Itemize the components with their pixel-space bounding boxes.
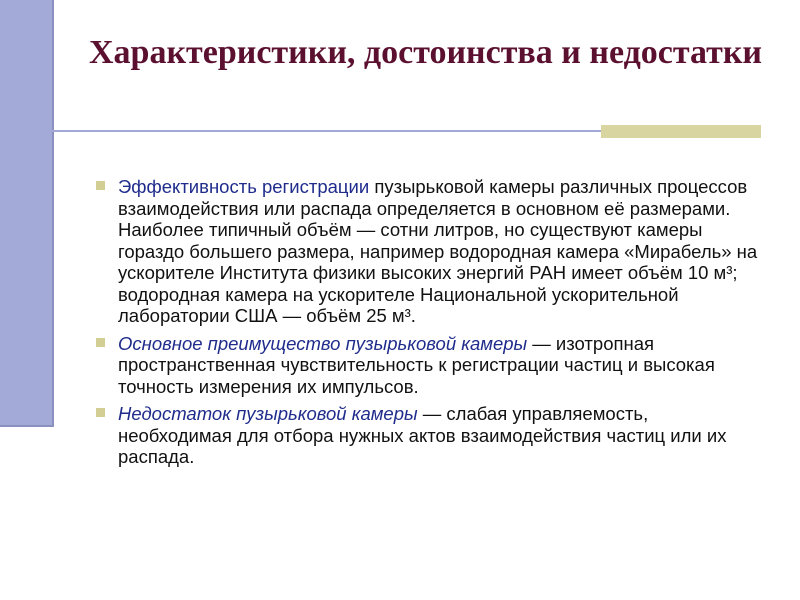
bullet-highlight: Эффективность регистрации [118, 176, 370, 197]
bullet-text: пузырьковой камеры различных процессов взаимодействия или распада определяется в основном её размерами. Наиболее типичный объём — сотни литров, но существуют камеры гораздо большего размера, например водородная камера «Мирабель» на ускорителе Института физики высоких энергий РАН имеет объём 10 м³; водородная камера на ускорителе Национальной ускорительной лаборатории США — объём 25 м³. [118, 176, 758, 326]
square-bullet-icon [96, 181, 105, 190]
square-bullet-icon [96, 408, 105, 417]
bullet-text: — слабая управляемость, необходимая для отбора нужных актов взаимодействия частиц или их распада. [118, 403, 727, 467]
accent-bar [601, 125, 761, 138]
bullet-list [96, 176, 766, 474]
bullet-item-advantage [96, 333, 766, 398]
bullet-item-disadvantage [96, 403, 766, 468]
left-decorative-bar [0, 0, 54, 427]
bullet-item-efficiency [96, 176, 766, 327]
bullet-highlight: Недостаток пузырьковой камеры [118, 403, 418, 424]
bullet-highlight: Основное преимущество пузырьковой камеры [118, 332, 528, 354]
square-bullet-icon [96, 338, 105, 347]
bullet-text: — изотропная пространственная чувствительность к регистрации частиц и высокая точность измерения их импульсов. [118, 332, 715, 397]
slide-title: Характеристики, достоинства и недостатки [89, 34, 763, 71]
